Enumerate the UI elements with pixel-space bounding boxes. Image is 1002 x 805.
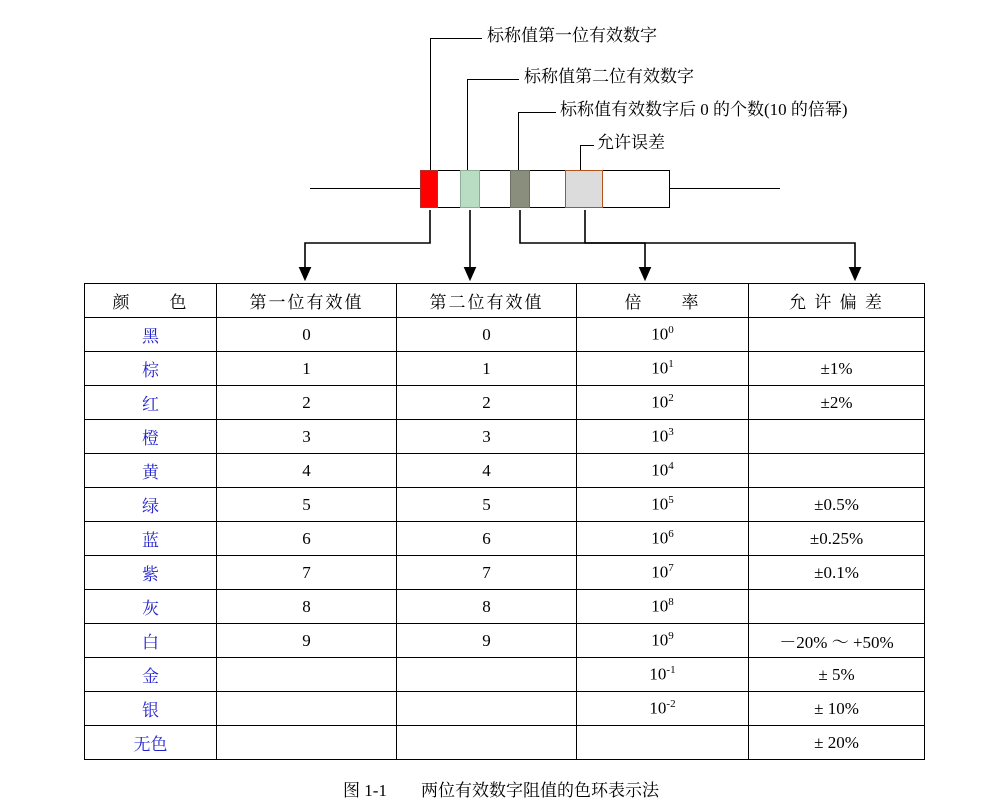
cell-multiplier [577, 386, 749, 420]
resistor-band-tolerance [565, 170, 603, 208]
multiplier-exponent: 0 [668, 324, 674, 337]
cell-color-name: 金 [85, 658, 217, 692]
cell-multiplier [577, 352, 749, 386]
cell-second-digit: 8 [397, 590, 577, 624]
cell-tolerance [749, 318, 925, 352]
multiplier-base: 10 [651, 358, 669, 378]
multiplier-base: 10 [651, 324, 669, 344]
cell-multiplier [577, 318, 749, 352]
table-row [85, 556, 925, 590]
table-header-color: 颜 色 [85, 284, 217, 318]
callout-label-second-digit: 标称值第二位有效数字 [524, 67, 694, 86]
multiplier-base: 10 [649, 664, 667, 684]
cell-tolerance [749, 454, 925, 488]
cell-tolerance: －20% ～ +50% [749, 624, 925, 658]
resistor-band-multiplier [510, 170, 530, 208]
multiplier-base: 10 [651, 460, 669, 480]
cell-first-digit: 8 [217, 590, 397, 624]
multiplier-base: 10 [651, 528, 669, 548]
resistor-band-second-digit [460, 170, 480, 208]
callout-label-first-digit: 标称值第一位有效数字 [487, 26, 657, 45]
callout-label-multiplier: 标称值有效数字后 0 的个数(10 的倍幂) [560, 100, 848, 119]
table-header-multiplier: 倍 率 [577, 284, 749, 318]
leader-line-second-digit-horizontal [467, 79, 519, 80]
leader-line-first-digit-horizontal [430, 38, 482, 39]
resistor-lead-left [310, 188, 420, 189]
multiplier-base: 10 [651, 494, 669, 514]
leader-line-multiplier-vertical [518, 112, 519, 171]
multiplier-exponent: 1 [668, 358, 674, 371]
multiplier-base: 10 [651, 562, 669, 582]
table-row [85, 624, 925, 658]
multiplier-base: 10 [649, 698, 667, 718]
cell-second-digit: 2 [397, 386, 577, 420]
table-header-row [85, 284, 925, 318]
table-row [85, 590, 925, 624]
cell-multiplier [577, 556, 749, 590]
cell-second-digit [397, 692, 577, 726]
cell-tolerance: ±0.25% [749, 522, 925, 556]
cell-multiplier [577, 522, 749, 556]
multiplier-exponent: 9 [668, 630, 674, 643]
cell-first-digit: 5 [217, 488, 397, 522]
table-row [85, 658, 925, 692]
multiplier-exponent: 4 [668, 460, 674, 473]
table-row [85, 522, 925, 556]
cell-color-name: 黑 [85, 318, 217, 352]
cell-second-digit: 9 [397, 624, 577, 658]
cell-second-digit: 4 [397, 454, 577, 488]
cell-tolerance [749, 590, 925, 624]
multiplier-exponent: 8 [668, 596, 674, 609]
cell-color-name: 紫 [85, 556, 217, 590]
cell-tolerance [749, 420, 925, 454]
multiplier-exponent: -2 [666, 698, 676, 711]
cell-tolerance: ± 5% [749, 658, 925, 692]
cell-tolerance: ±2% [749, 386, 925, 420]
cell-tolerance: ±0.5% [749, 488, 925, 522]
multiplier-base: 10 [651, 426, 669, 446]
cell-multiplier [577, 488, 749, 522]
multiplier-base: 10 [651, 596, 669, 616]
cell-second-digit: 0 [397, 318, 577, 352]
cell-color-name: 红 [85, 386, 217, 420]
cell-first-digit: 9 [217, 624, 397, 658]
table-row [85, 488, 925, 522]
multiplier-exponent: 5 [668, 494, 674, 507]
cell-first-digit [217, 658, 397, 692]
cell-first-digit: 6 [217, 522, 397, 556]
cell-color-name: 灰 [85, 590, 217, 624]
table-row [85, 692, 925, 726]
cell-multiplier [577, 658, 749, 692]
resistor-diagram [310, 170, 780, 225]
cell-multiplier [577, 454, 749, 488]
cell-color-name: 银 [85, 692, 217, 726]
leader-line-second-digit-vertical [467, 79, 468, 171]
cell-first-digit: 7 [217, 556, 397, 590]
cell-second-digit: 7 [397, 556, 577, 590]
cell-color-name: 棕 [85, 352, 217, 386]
table-row [85, 318, 925, 352]
multiplier-exponent: 2 [668, 392, 674, 405]
cell-multiplier [577, 624, 749, 658]
cell-color-name: 无色 [85, 726, 217, 760]
table-row [85, 420, 925, 454]
figure-caption [0, 776, 1002, 801]
cell-first-digit: 0 [217, 318, 397, 352]
cell-tolerance: ± 10% [749, 692, 925, 726]
cell-tolerance: ± 20% [749, 726, 925, 760]
table-row [85, 726, 925, 760]
cell-multiplier [577, 692, 749, 726]
multiplier-exponent: -1 [666, 664, 676, 677]
leader-line-first-digit-vertical [430, 38, 431, 171]
table-row [85, 386, 925, 420]
resistor-band-first-digit [420, 170, 438, 208]
cell-tolerance: ±1% [749, 352, 925, 386]
cell-color-name: 绿 [85, 488, 217, 522]
cell-color-name: 白 [85, 624, 217, 658]
resistor-body [420, 170, 670, 208]
cell-color-name: 橙 [85, 420, 217, 454]
cell-color-name: 黄 [85, 454, 217, 488]
multiplier-base: 10 [651, 392, 669, 412]
multiplier-base: 10 [651, 630, 669, 650]
leader-line-tolerance-horizontal [580, 145, 594, 146]
cell-multiplier [577, 726, 749, 760]
table-row [85, 352, 925, 386]
cell-tolerance: ±0.1% [749, 556, 925, 590]
figure-caption-text: 两位有效数字阻值的色环表示法 [420, 781, 659, 800]
callout-label-tolerance: 允许误差 [597, 133, 665, 152]
figure-number: 图 1-1 [343, 781, 387, 800]
multiplier-exponent: 3 [668, 426, 674, 439]
resistor-lead-right [670, 188, 780, 189]
table-row [85, 454, 925, 488]
leader-line-tolerance-vertical [580, 145, 581, 171]
cell-multiplier [577, 590, 749, 624]
table-header-first-digit: 第一位有效值 [217, 284, 397, 318]
cell-second-digit: 6 [397, 522, 577, 556]
multiplier-exponent: 6 [668, 528, 674, 541]
table-header-second-digit: 第二位有效值 [397, 284, 577, 318]
cell-first-digit: 1 [217, 352, 397, 386]
multiplier-exponent: 7 [668, 562, 674, 575]
cell-second-digit [397, 658, 577, 692]
table-body [85, 318, 925, 760]
cell-second-digit [397, 726, 577, 760]
cell-color-name: 蓝 [85, 522, 217, 556]
cell-second-digit: 5 [397, 488, 577, 522]
cell-second-digit: 3 [397, 420, 577, 454]
cell-first-digit [217, 692, 397, 726]
cell-first-digit [217, 726, 397, 760]
table-header-tolerance: 允 许 偏 差 [749, 284, 925, 318]
resistor-color-code-table [84, 283, 925, 760]
leader-line-multiplier-horizontal [518, 112, 556, 113]
cell-first-digit: 4 [217, 454, 397, 488]
cell-first-digit: 2 [217, 386, 397, 420]
cell-first-digit: 3 [217, 420, 397, 454]
cell-second-digit: 1 [397, 352, 577, 386]
cell-multiplier [577, 420, 749, 454]
